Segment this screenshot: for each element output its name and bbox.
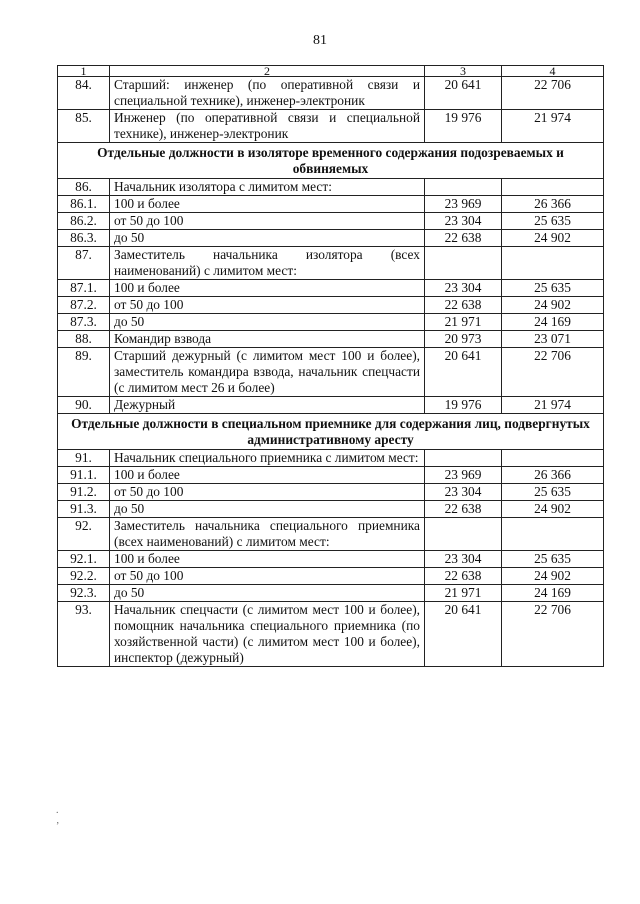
row-number: 92. — [58, 518, 110, 551]
row-value-col3: 21 971 — [425, 585, 502, 602]
row-value-col3: 23 304 — [425, 280, 502, 297]
table-row — [58, 247, 604, 280]
row-description: Начальник специального приемника с лимитом мест: — [110, 450, 425, 467]
row-number: 88. — [58, 331, 110, 348]
section-row — [58, 414, 604, 450]
row-value-col4: 25 635 — [502, 280, 604, 297]
table-row — [58, 331, 604, 348]
table-row — [58, 110, 604, 143]
row-value-col4: 26 366 — [502, 196, 604, 213]
row-number: 87. — [58, 247, 110, 280]
row-number: 87.1. — [58, 280, 110, 297]
row-number: 89. — [58, 348, 110, 397]
table-row — [58, 196, 604, 213]
row-value-col4: 21 974 — [502, 397, 604, 414]
table-row — [58, 484, 604, 501]
row-value-col4: 25 635 — [502, 213, 604, 230]
table-row — [58, 77, 604, 110]
row-value-col4 — [502, 518, 604, 551]
row-number: 86.1. — [58, 196, 110, 213]
row-description: Заместитель начальника изолятора (всех наименований) с лимитом мест: — [110, 247, 425, 280]
row-value-col4: 24 902 — [502, 501, 604, 518]
table-row — [58, 348, 604, 397]
row-description: 100 и более — [110, 196, 425, 213]
row-number: 84. — [58, 77, 110, 110]
row-number: 91.1. — [58, 467, 110, 484]
row-number: 87.3. — [58, 314, 110, 331]
table-row — [58, 297, 604, 314]
row-value-col3: 22 638 — [425, 230, 502, 247]
row-number: 91.3. — [58, 501, 110, 518]
row-description: до 50 — [110, 314, 425, 331]
row-description: Командир взвода — [110, 331, 425, 348]
table-row — [58, 230, 604, 247]
table-row — [58, 213, 604, 230]
row-value-col4: 24 169 — [502, 314, 604, 331]
table-row — [58, 501, 604, 518]
row-number: 90. — [58, 397, 110, 414]
row-number: 92.2. — [58, 568, 110, 585]
row-value-col3: 23 304 — [425, 551, 502, 568]
row-value-col4: 25 635 — [502, 551, 604, 568]
table-row — [58, 518, 604, 551]
column-header: 4 — [502, 66, 604, 77]
row-description: Старший: инженер (по оперативной связи и специальной технике), инженер-электроник — [110, 77, 425, 110]
row-value-col4: 22 706 — [502, 77, 604, 110]
row-value-col4: 23 071 — [502, 331, 604, 348]
page-number: 81 — [313, 33, 327, 48]
row-description: от 50 до 100 — [110, 213, 425, 230]
row-description: Начальник изолятора с лимитом мест: — [110, 179, 425, 196]
margin-marks: . ‚ — [56, 805, 60, 826]
row-value-col3 — [425, 179, 502, 196]
table-row — [58, 397, 604, 414]
row-description: до 50 — [110, 501, 425, 518]
column-header-row — [58, 66, 604, 77]
row-value-col3: 23 969 — [425, 196, 502, 213]
row-number: 91. — [58, 450, 110, 467]
row-description: Начальник спецчасти (с лимитом мест 100 и более), помощник начальника специального приемника (по хозяйственной части) (с лимитом мест 100 и более), инспектор (дежурный) — [110, 602, 425, 667]
section-title: Отдельные должности в изоляторе временного содержания подозреваемых и обвиняемых — [58, 143, 604, 179]
row-value-col4 — [502, 179, 604, 196]
row-description: до 50 — [110, 230, 425, 247]
row-number: 87.2. — [58, 297, 110, 314]
row-value-col3: 19 976 — [425, 397, 502, 414]
row-description: Инженер (по оперативной связи и специальной технике), инженер-электроник — [110, 110, 425, 143]
table-row — [58, 585, 604, 602]
row-number: 93. — [58, 602, 110, 667]
row-value-col4 — [502, 247, 604, 280]
row-value-col4: 26 366 — [502, 467, 604, 484]
row-value-col4: 21 974 — [502, 110, 604, 143]
column-header: 1 — [58, 66, 110, 77]
row-description: 100 и более — [110, 467, 425, 484]
row-description: 100 и более — [110, 551, 425, 568]
row-value-col3: 22 638 — [425, 568, 502, 585]
table-row — [58, 179, 604, 196]
table-row — [58, 280, 604, 297]
row-number: 91.2. — [58, 484, 110, 501]
row-number: 86. — [58, 179, 110, 196]
row-value-col4 — [502, 450, 604, 467]
row-value-col3: 23 304 — [425, 484, 502, 501]
row-value-col4: 24 902 — [502, 230, 604, 247]
row-number: 92.3. — [58, 585, 110, 602]
row-value-col3: 20 641 — [425, 77, 502, 110]
row-description: от 50 до 100 — [110, 297, 425, 314]
row-value-col3: 21 971 — [425, 314, 502, 331]
table-row — [58, 450, 604, 467]
table-body — [58, 66, 604, 667]
row-description: Заместитель начальника специального приемника (всех наименований) с лимитом мест: — [110, 518, 425, 551]
row-description: до 50 — [110, 585, 425, 602]
row-value-col3 — [425, 247, 502, 280]
row-value-col3: 22 638 — [425, 297, 502, 314]
column-header: 2 — [110, 66, 425, 77]
row-description: от 50 до 100 — [110, 484, 425, 501]
table-row — [58, 467, 604, 484]
row-number: 85. — [58, 110, 110, 143]
row-value-col4: 24 902 — [502, 568, 604, 585]
row-value-col3: 20 641 — [425, 602, 502, 667]
row-value-col3: 22 638 — [425, 501, 502, 518]
row-value-col4: 25 635 — [502, 484, 604, 501]
row-description: Старший дежурный (с лимитом мест 100 и более), заместитель командира взвода, начальник спецчасти (с лимитом мест 26 и более) — [110, 348, 425, 397]
salary-table — [57, 65, 604, 667]
row-description: от 50 до 100 — [110, 568, 425, 585]
row-description: Дежурный — [110, 397, 425, 414]
table-row — [58, 551, 604, 568]
section-row — [58, 143, 604, 179]
row-value-col4: 24 169 — [502, 585, 604, 602]
row-value-col3: 20 641 — [425, 348, 502, 397]
row-value-col3: 20 973 — [425, 331, 502, 348]
row-number: 92.1. — [58, 551, 110, 568]
row-value-col3 — [425, 450, 502, 467]
table-row — [58, 602, 604, 667]
row-number: 86.3. — [58, 230, 110, 247]
section-title: Отдельные должности в специальном приемнике для содержания лиц, подвергнутых административному аресту — [58, 414, 604, 450]
row-value-col3 — [425, 518, 502, 551]
row-value-col4: 24 902 — [502, 297, 604, 314]
row-value-col4: 22 706 — [502, 348, 604, 397]
table-row — [58, 568, 604, 585]
row-number: 86.2. — [58, 213, 110, 230]
row-value-col3: 23 969 — [425, 467, 502, 484]
row-value-col4: 22 706 — [502, 602, 604, 667]
table-row — [58, 314, 604, 331]
row-value-col3: 19 976 — [425, 110, 502, 143]
row-description: 100 и более — [110, 280, 425, 297]
column-header: 3 — [425, 66, 502, 77]
row-value-col3: 23 304 — [425, 213, 502, 230]
